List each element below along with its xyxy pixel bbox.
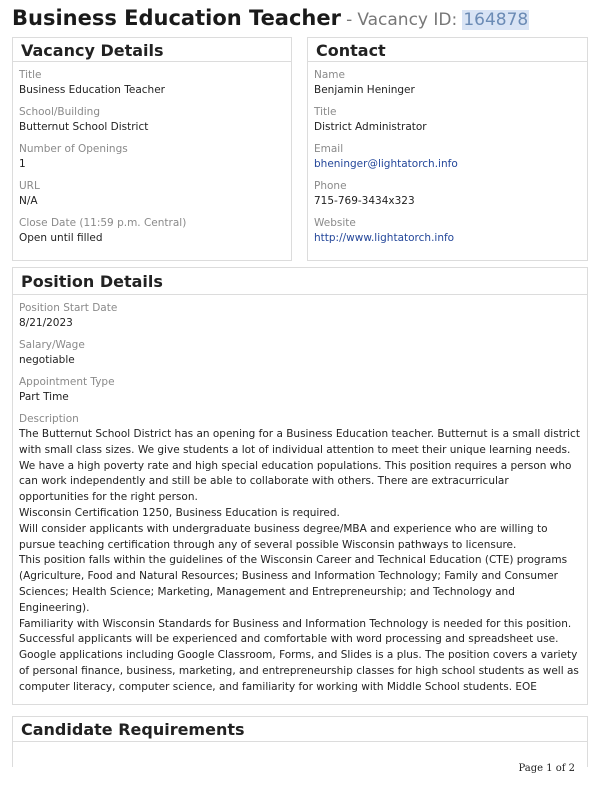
appointment-type-field [19,375,587,406]
field-label: Appointment Type [19,376,115,388]
school-building-field [19,105,291,136]
field-label: Salary/Wage [19,339,85,351]
field-label: Phone [314,180,347,192]
field-value: N/A [19,195,38,207]
close-date-field [19,216,291,247]
website-link[interactable]: http://www.lightatorch.info [314,232,455,244]
field-label: Website [314,217,356,229]
position-details-heading: Position Details [13,268,587,295]
email-link[interactable]: bheninger@lightatorch.info [314,158,458,170]
description-paragraph: The Butternut School District has an opening for a Business Education teacher. Butternut is a small district with small class sizes. We give students a lot of individual attention to meet their unique learning needs. We have a high poverty rate and high special education populations. This position requires a person who can work independently and still be able to collaborate with others. There are extracurricular opportunities for the right person. [19,428,580,504]
field-label: Title [19,69,42,81]
vacancy-id-value: 164878 [463,10,529,30]
field-value: 1 [19,158,26,170]
contact-title-field [314,105,587,136]
field-label: URL [19,180,40,192]
field-value: Benjamin Heninger [314,84,415,96]
field-label: Title [314,106,337,118]
field-value: Part Time [19,391,69,403]
description-text [19,427,581,696]
job-title-heading: Business Education Teacher [12,6,341,30]
vacancy-id-label: Vacancy ID: [357,10,458,30]
field-label: Number of Openings [19,143,128,155]
description-paragraph: This position falls within the guidelines of the Wisconsin Career and Technical Education (CTE) programs (Agriculture, Food and Natural Resources; Business and Information Technology; Family and Consumer Sciences; Health Science; Marketing, Management and Entrepreneurship; and Technology and Engineering). [19,554,568,614]
page-number: Page 1 of 2 [518,763,575,774]
description-paragraph: Familiarity with Wisconsin Standards for Business and Information Technology is needed for this position. Successful applicants will be experienced and comfortable with word processing and spreadsheet use. Google applications including Google Classroom, Forms, and Slides is a plus. The position covers a variety of personal finance, business, marketing, and entrepreneurship classes for high school students as well as computer literacy, computer science, and familiarity for working with Middle School students. EOE [19,617,579,693]
title-separator: - [346,10,353,30]
field-value: negotiable [19,354,75,366]
contact-heading: Contact [308,38,587,62]
contact-panel [307,37,588,261]
field-value: Butternut School District [19,121,149,133]
position-details-panel [12,267,588,705]
contact-website-field [314,216,587,247]
description-field [19,412,587,696]
vacancy-details-heading: Vacancy Details [13,38,291,62]
field-label: Name [314,69,345,81]
field-value: District Administrator [314,121,427,133]
candidate-requirements-panel [12,716,588,767]
contact-name-field [314,68,587,99]
url-field [19,179,291,210]
field-label: Email [314,143,344,155]
description-paragraph: Will consider applicants with undergraduate business degree/MBA and experience who are willing to pursue teaching certification through any of several possible Wisconsin pathways to licensure. [19,522,548,551]
vacancy-details-panel [12,37,292,261]
candidate-requirements-heading: Candidate Requirements [13,717,587,742]
field-value: Open until filled [19,232,103,244]
openings-field [19,142,291,173]
field-value: Business Education Teacher [19,84,165,96]
contact-email-field [314,142,587,173]
field-label: Position Start Date [19,302,118,314]
start-date-field [19,301,587,332]
field-label: School/Building [19,106,100,118]
vacancy-title-field [19,68,291,99]
page-title [12,6,529,30]
field-value: 715-769-3434x323 [314,195,415,207]
field-label: Description [19,413,79,425]
field-label: Close Date (11:59 p.m. Central) [19,217,187,229]
description-paragraph: Wisconsin Certification 1250, Business Education is required. [19,506,340,519]
field-value: 8/21/2023 [19,317,73,329]
salary-field [19,338,587,369]
contact-phone-field [314,179,587,210]
